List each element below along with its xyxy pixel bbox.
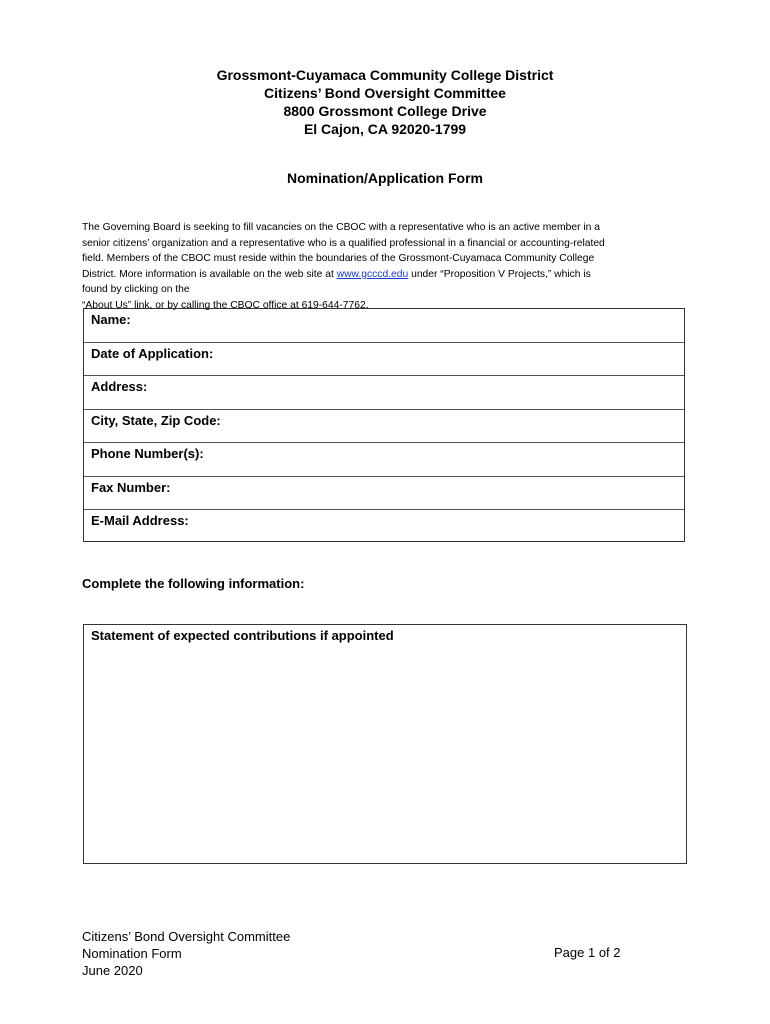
intro-line: field. Members of the CBOC must reside within the boundaries of the Grossmont-Cuyamaca Community College	[82, 253, 595, 264]
field-label: Date of Application:	[91, 345, 214, 361]
footer-form-name: Nomination Form	[82, 946, 182, 961]
page-number: Page 1 of 2	[554, 945, 621, 960]
field-label: City, State, Zip Code:	[91, 412, 221, 428]
city-state-zip-field[interactable]	[84, 410, 684, 444]
phone-number-field[interactable]	[84, 443, 684, 477]
field-label: Phone Number(s):	[91, 446, 204, 461]
intro-text: under “Proposition V Projects,” which is	[408, 268, 591, 280]
field-label: Fax Number:	[91, 479, 171, 495]
footer-date: June 2020	[82, 963, 143, 978]
date-of-application-field[interactable]	[84, 343, 684, 377]
intro-line: The Governing Board is seeking to fill vacancies on the CBOC with a representative who is an active member in a	[82, 222, 600, 233]
intro-line: senior citizens’ organization and a representative who is a qualified professional in a financial or accounting-related	[82, 237, 605, 249]
intro-line-with-link	[82, 267, 682, 283]
footer-info	[82, 928, 290, 979]
intro-paragraph	[82, 220, 682, 313]
footer-committee: Citizens’ Bond Oversight Committee	[82, 929, 291, 944]
section-heading: Complete the following information:	[82, 576, 305, 591]
field-label: Name:	[91, 312, 131, 327]
name-field[interactable]	[84, 309, 684, 343]
contact-info-table	[83, 308, 685, 542]
field-label: Address:	[91, 379, 148, 394]
intro-line: found by clicking on the	[82, 284, 190, 295]
address-field[interactable]	[84, 376, 684, 410]
intro-line: “About Us” link, or by calling the CBOC office at 619-644-7762.	[82, 299, 369, 311]
website-link[interactable]: www.gcccd.edu	[336, 268, 409, 280]
document-header	[0, 66, 770, 138]
committee-name: Citizens’ Bond Oversight Committee	[264, 85, 506, 101]
email-address-field[interactable]	[84, 510, 684, 544]
district-name: Grossmont-Cuyamaca Community College District	[216, 67, 554, 83]
statement-label: Statement of expected contributions if appointed	[91, 628, 394, 643]
city-address: El Cajon, CA 92020-1799	[303, 121, 467, 137]
street-address: 8800 Grossmont College Drive	[283, 103, 487, 119]
intro-text: District. More information is available on the web site at	[82, 268, 337, 280]
statement-field[interactable]	[83, 624, 687, 864]
form-title: Nomination/Application Form	[287, 170, 483, 186]
fax-number-field[interactable]	[84, 477, 684, 511]
field-label: E-Mail Address:	[91, 513, 189, 528]
